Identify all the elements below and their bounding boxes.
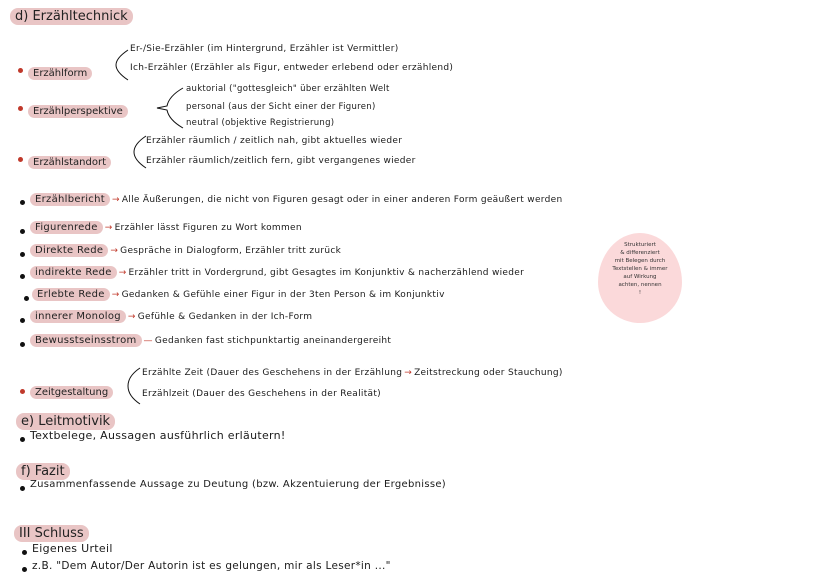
brace-zeit <box>120 366 142 406</box>
bullet <box>18 157 23 162</box>
section-heading-d: d) Erzähltechnick <box>10 8 133 25</box>
perspektive-item-2: personal (aus der Sicht einer der Figuren) <box>186 102 376 112</box>
bullet <box>18 68 23 73</box>
row-bewusstseinsstrom: Bewusstseinsstrom — Gedanken fast stichpunktartig aneinandergereiht <box>30 334 391 347</box>
erzaehlform-item-2: Ich-Erzähler (Erzähler als Figur, entweder erlebend oder erzählend) <box>130 63 454 73</box>
perspektive-item-3: neutral (objektive Registrierung) <box>186 118 335 128</box>
bullet <box>20 486 25 491</box>
section-heading-f: f) Fazit <box>16 460 70 480</box>
bullet <box>20 274 25 279</box>
leitmotivik-text: Textbelege, Aussagen ausführlich erläutern! <box>30 429 286 442</box>
bullet <box>20 252 25 257</box>
brace-perspektive <box>155 86 185 130</box>
brace-standort <box>128 134 148 170</box>
row-erlebte-rede: Erlebte Rede → Gedanken & Gefühle einer Figur in der 3ten Person & im Konjunktiv <box>32 288 445 301</box>
bullet <box>20 342 25 347</box>
bullet <box>24 296 29 301</box>
standort-item-2: Erzähler räumlich/zeitlich fern, gibt vergangenes wieder <box>146 156 416 166</box>
bullet <box>20 389 25 394</box>
schluss-item-1: Eigenes Urteil <box>32 542 113 555</box>
standort-label: Erzählstandort <box>28 150 111 169</box>
row-figurenrede: Figurenrede → Erzähler lässt Figuren zu Wort kommen <box>30 221 302 234</box>
bullet <box>20 229 25 234</box>
bullet <box>20 200 25 205</box>
row-direkte-rede: Direkte Rede → Gespräche in Dialogform, Erzähler tritt zurück <box>30 244 341 257</box>
bullet <box>20 318 25 323</box>
brace-erzaehlform <box>110 48 130 82</box>
section-heading-e: e) Leitmotivik <box>16 410 115 430</box>
bullet <box>18 106 23 111</box>
schluss-item-2: z.B. "Dem Autor/Der Autorin ist es gelungen, mir als Leser*in ..." <box>32 560 391 572</box>
zeitgestaltung-label: Zeitgestaltung <box>30 380 113 399</box>
bullet <box>22 567 27 572</box>
erzaehlform-label: Erzählform <box>28 61 92 80</box>
fazit-text: Zusammenfassende Aussage zu Deutung (bzw. Akzentuierung der Ergebnisse) <box>30 479 446 490</box>
erzaehlform-item-1: Er-/Sie-Erzähler (im Hintergrund, Erzähler ist Vermittler) <box>130 44 399 54</box>
row-indirekte-rede: indirekte Rede → Erzähler tritt in Vordergrund, gibt Gesagtes im Konjunktiv & nacherzählend wieder <box>30 266 524 279</box>
bullet <box>20 437 25 442</box>
note-bubble <box>598 233 682 323</box>
perspektive-item-1: auktorial ("gottesgleich" über erzählten Welt <box>186 84 390 94</box>
zeit-item-2: Erzählzeit (Dauer des Geschehens in der Realität) <box>142 389 381 399</box>
row-erzaehlbericht: Erzählbericht → Alle Äußerungen, die nicht von Figuren gesagt oder in einer anderen Form geäußert werden <box>30 193 562 206</box>
zeit-item-1: Erzählte Zeit (Dauer des Geschehens in der Erzählung → Zeitstreckung oder Stauchung) <box>142 368 563 378</box>
note-text: Strukturiert & differenziert mit Belegen durch Textstellen & immer auf Wirkung achten, nennen ! <box>612 242 668 296</box>
bullet <box>22 550 27 555</box>
standort-item-1: Erzähler räumlich / zeitlich nah, gibt aktuelles wieder <box>146 136 403 146</box>
section-heading-iii: III Schluss <box>14 522 89 542</box>
row-innerer-monolog: innerer Monolog → Gefühle & Gedanken in der Ich-Form <box>30 310 312 323</box>
perspektive-label: Erzählperspektive <box>28 99 128 118</box>
